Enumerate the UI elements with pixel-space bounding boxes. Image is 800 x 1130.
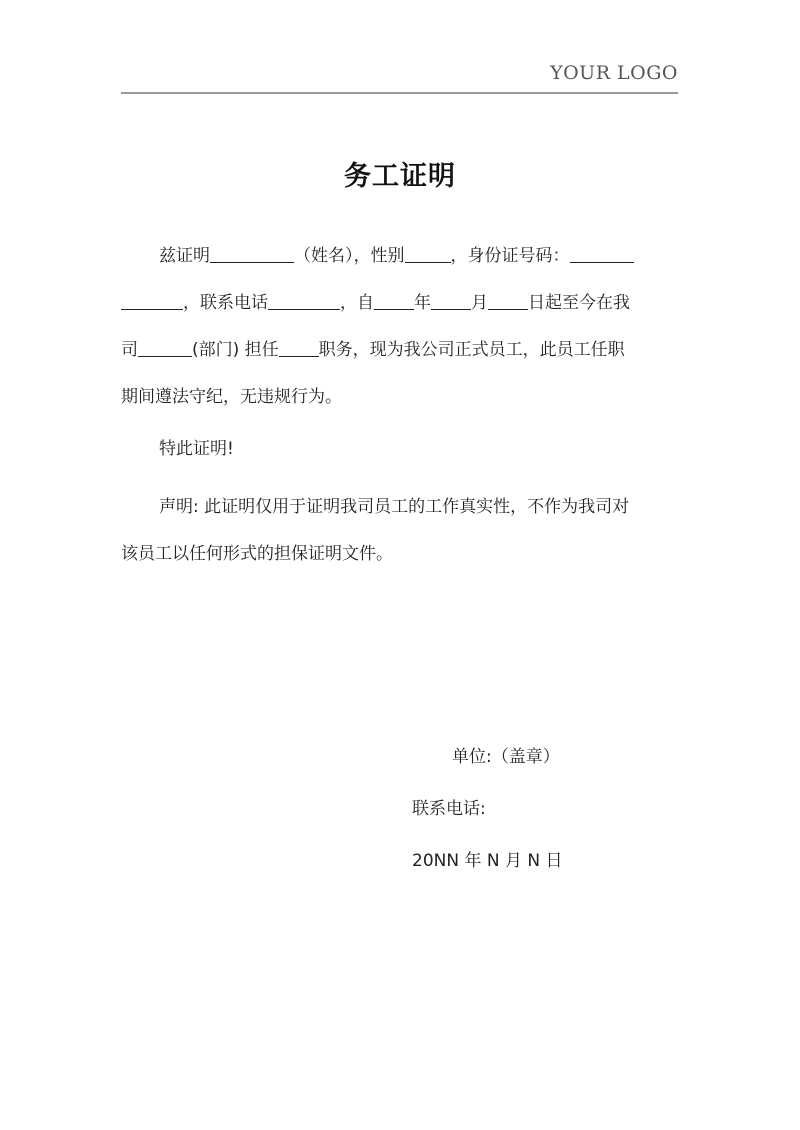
disclaimer-text: 声明: 此证明仅用于证明我司员工的工作真实性，不作为我司对 [159,497,630,517]
text-fragment: 兹证明 [159,246,210,266]
department-blank [138,338,192,357]
disclaimer-line: 该员工以任何形式的担保证明文件。 [121,544,393,564]
day-blank [488,291,528,310]
paragraph-line [121,327,678,374]
paragraph-line [121,280,678,327]
month-blank [431,291,471,310]
id-number-blank [570,244,634,263]
signature-unit: 单位:（盖章） [452,747,560,767]
text-fragment: ，身份证号码： [450,246,570,266]
company-logo: YOUR LOGO [550,62,678,84]
disclaimer-line [121,484,678,531]
text-fragment: 司 [121,340,138,360]
text-fragment: ，自 [340,293,374,313]
text-fragment: ，联系电话 [183,293,268,313]
disclaimer-paragraph [121,484,678,578]
text-fragment: 年 [414,293,431,313]
document-title: 务工证明 [344,161,456,192]
text-fragment: 职务，现为我公司正式员工，此员工任职 [318,340,625,360]
header-divider [121,92,678,94]
text-fragment: (部门) 担任 [192,340,279,360]
phone-blank [268,291,340,310]
text-fragment: 日起至今在我 [528,293,630,313]
text-fragment: 月 [471,293,488,313]
gender-blank [405,244,451,263]
id-number-blank-continued [121,291,183,310]
paragraph-line: 期间遵法守纪，无违规行为。 [121,387,342,407]
signature-date: 20NN 年 N 月 N 日 [412,851,563,871]
position-blank [279,338,319,357]
paragraph-line [121,233,678,280]
text-fragment: （姓名），性别 [294,246,405,266]
closing-text: 特此证明! [159,439,234,459]
year-blank [374,291,414,310]
signature-phone: 联系电话: [412,799,486,819]
name-blank [210,244,294,263]
closing-statement [121,426,678,473]
certificate-paragraph [121,233,678,421]
